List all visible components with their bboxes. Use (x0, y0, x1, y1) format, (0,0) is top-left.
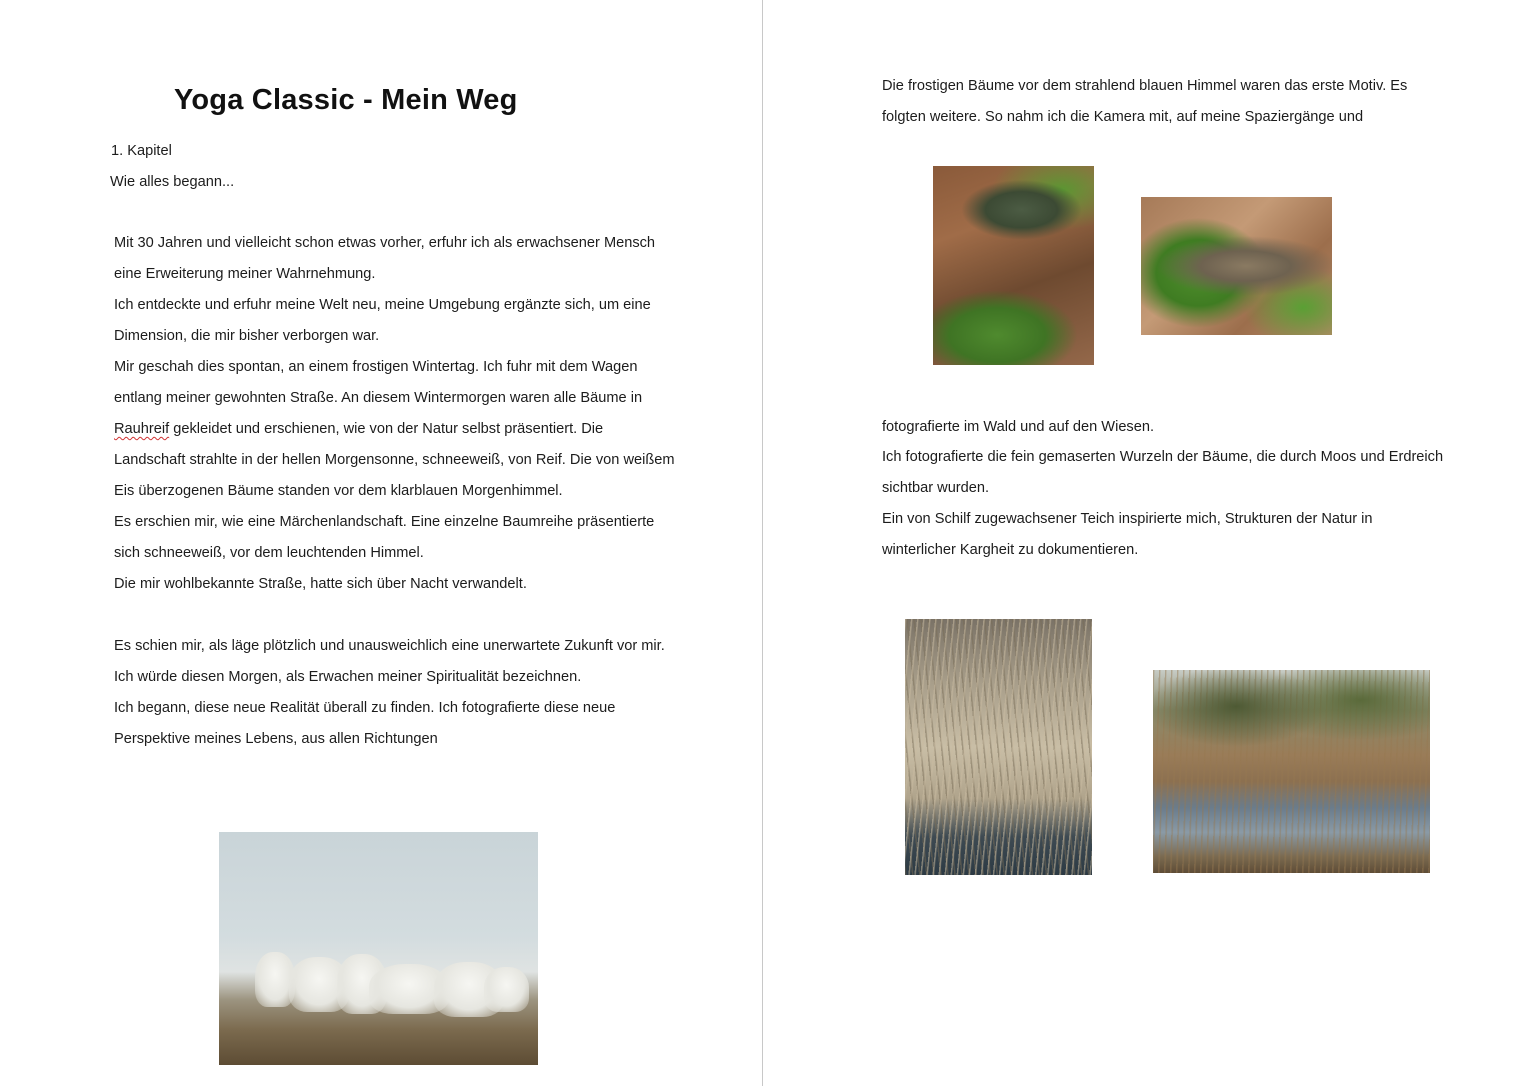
text-line: Ich fotografierte die fein gemaserten Wurzeln der Bäume, die durch Moos und Erdreich (882, 449, 1444, 465)
text-line: Es schien mir, als läge plötzlich und unausweichlich eine unerwartete Zukunft vor mir. (114, 638, 665, 654)
chapter-label: 1. Kapitel (111, 143, 172, 159)
text-line: Mit 30 Jahren und vielleicht schon etwas vorher, erfuhr ich als erwachsener Mensch (114, 235, 656, 251)
text-line: Ich begann, diese neue Realität überall zu finden. Ich fotografierte diese neue (114, 700, 616, 716)
text-line: sichtbar wurden. (882, 480, 990, 496)
text-line-rest: gekleidet und erschienen, wie von der Natur selbst präsentiert. Die (169, 421, 604, 437)
document-title: Yoga Classic - Mein Weg (174, 84, 518, 116)
text-line: Ich entdeckte und erfuhr meine Welt neu, meine Umgebung ergänzte sich, um eine (114, 297, 651, 313)
text-line: fotografierte im Wald und auf den Wiesen. (882, 419, 1155, 435)
text-line: Dimension, die mir bisher verborgen war. (114, 328, 380, 344)
text-line: Es erschien mir, wie eine Märchenlandschaft. Eine einzelne Baumreihe präsentierte (114, 514, 655, 530)
text-line: Eis überzogenen Bäume standen vor dem klarblauen Morgenhimmel. (114, 483, 563, 499)
text-line: Ich würde diesen Morgen, als Erwachen meiner Spiritualität bezeichnen. (114, 669, 582, 685)
text-line: sich schneeweiß, vor dem leuchtenden Himmel. (114, 545, 424, 561)
text-line: Ein von Schilf zugewachsener Teich inspirierte mich, Strukturen der Natur in (882, 511, 1373, 527)
left-page (0, 0, 762, 1086)
text-line: Mir geschah dies spontan, an einem frostigen Wintertag. Ich fuhr mit dem Wagen (114, 359, 638, 375)
reed-pond-photo[interactable] (1153, 670, 1430, 873)
moss-root-photo[interactable] (933, 166, 1094, 365)
text-line: Perspektive meines Lebens, aus allen Richtungen (114, 731, 438, 747)
chapter-subtitle: Wie alles begann... (110, 174, 235, 190)
right-page (764, 0, 1525, 1086)
text-line-rauhreif (114, 419, 603, 439)
text-line: entlang meiner gewohnten Straße. An diesem Wintermorgen waren alle Bäume in (114, 390, 643, 406)
text-line: folgten weitere. So nahm ich die Kamera mit, auf meine Spaziergänge und (882, 109, 1364, 125)
reed-pond-photo[interactable] (905, 619, 1092, 875)
text-line: winterlicher Kargheit zu dokumentieren. (882, 542, 1139, 558)
tree-shape (484, 967, 529, 1012)
text-line: eine Erweiterung meiner Wahrnehmung. (114, 266, 376, 282)
text-line: Die mir wohlbekannte Straße, hatte sich über Nacht verwandelt. (114, 576, 527, 592)
text-line: Die frostigen Bäume vor dem strahlend blauen Himmel waren das erste Motiv. Es (882, 78, 1408, 94)
moss-root-photo[interactable] (1141, 197, 1332, 335)
frosty-trees-photo[interactable] (219, 832, 538, 1065)
page-divider (762, 0, 763, 1086)
misspelled-word[interactable]: Rauhreif (114, 421, 170, 437)
text-line: Landschaft strahlte in der hellen Morgensonne, schneeweiß, von Reif. Die von weißem (114, 452, 675, 468)
